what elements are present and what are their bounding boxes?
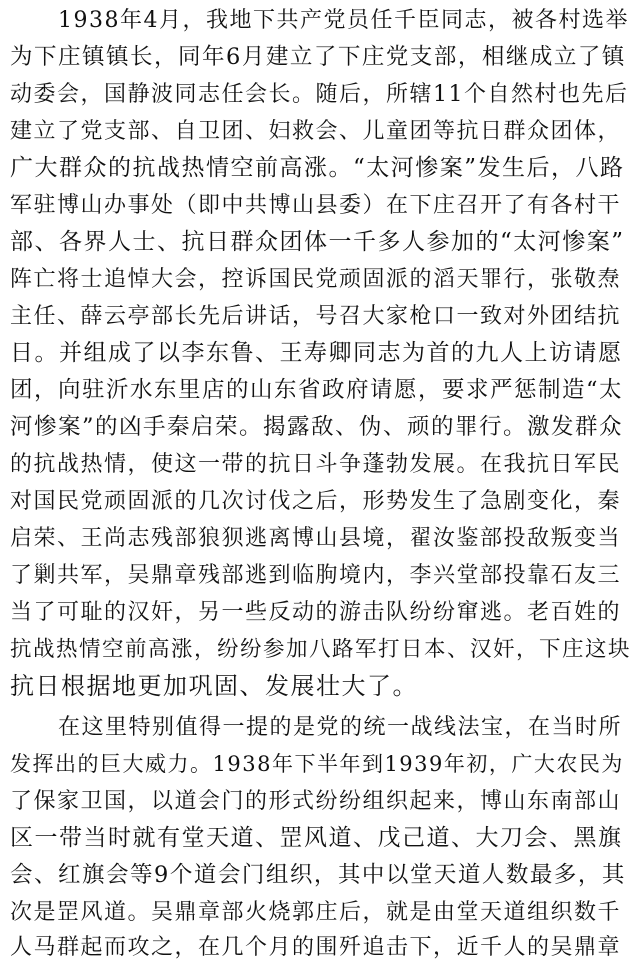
text-line: 抗战热情空前高涨，纷纷参加八路军打日本、汉奸，下庄这块 — [10, 637, 632, 662]
text-line: 次是罡风道。吴鼎章部火烧郭庄后，就是由堂天道组织数千 — [10, 900, 622, 925]
text-line: 1938年4月，我地下共产党员任千臣同志，被各村选举 — [58, 8, 629, 33]
text-line: 抗日根据地更加巩固、发展壮大了。 — [10, 672, 418, 700]
text-line: 河惨案”的凶手秦启荣。揭露敌、伪、顽的罪行。激发群众 — [10, 414, 624, 440]
text-line: 团，向驻沂水东里店的山东省政府请愿，要求严惩制造“太 — [10, 377, 624, 403]
text-line: 部、各界人士、抗日群众团体一千多人参加的“太河惨案” — [10, 229, 625, 255]
text-line: 阵亡将士追悼大会，控诉国民党顽固派的滔天罪行，张敬焘 — [10, 267, 622, 292]
text-line: 建立了党支部、自卫团、妇救会、儿童团等抗日群众团体， — [10, 119, 622, 144]
text-line: 会、红旗会等9个道会门组织，其中以堂天道人数最多，其 — [10, 862, 626, 888]
text-line: 区一带当时就有堂天道、罡风道、戊己道、大刀会、黑旗 — [10, 825, 623, 851]
text-line: 军驻博山办事处（即中共博山县委）在下庄召开了有各村干 — [10, 193, 622, 218]
text-line: 主任、薛云亭部长先后讲话，号召大家枪口一致对外团结抗 — [10, 304, 622, 329]
text-line: 当了可耻的汉奸，另一些反动的游击队纷纷窜逃。老百姓的 — [10, 600, 622, 625]
text-line: 动委会，国静波同志任会长。随后，所辖11个自然村也先后 — [10, 82, 629, 107]
text-line: 了保家卫国，以道会门的形式纷纷组织起来，博山东南部山 — [10, 789, 622, 814]
text-line: 了剿共军，吴鼎章残部逃到临朐境内，李兴堂部投靠石友三 — [10, 563, 622, 588]
text-line: 日。并组成了以李东鲁、王寿卿同志为首的九人上访请愿 — [10, 340, 623, 366]
text-line: 对国民党顽固派的几次讨伐之后，形势发生了急剧变化，秦 — [10, 489, 622, 514]
text-line: 广大群众的抗战热情空前高涨。“太河惨案”发生后，八路 — [10, 155, 625, 181]
text-line: 启荣、王尚志残部狼狈逃离博山县境，翟汝鉴部投敌叛变当 — [10, 526, 622, 551]
text-line: 人马群起而攻之，在几个月的围歼追击下，近千人的吴鼎章 — [10, 935, 622, 960]
text-line: 的抗战热情，使这一带的抗日斗争蓬勃发展。在我抗日军民 — [10, 452, 622, 477]
text-line: 发挥出的巨大威力。1938年下半年到1939年初，广大农民为 — [10, 752, 624, 776]
text-line: 为下庄镇镇长，同年6月建立了下庄党支部，相继成立了镇 — [10, 44, 626, 70]
text-line: 在这里特别值得一提的是党的统一战线法宝，在当时所 — [58, 715, 623, 740]
